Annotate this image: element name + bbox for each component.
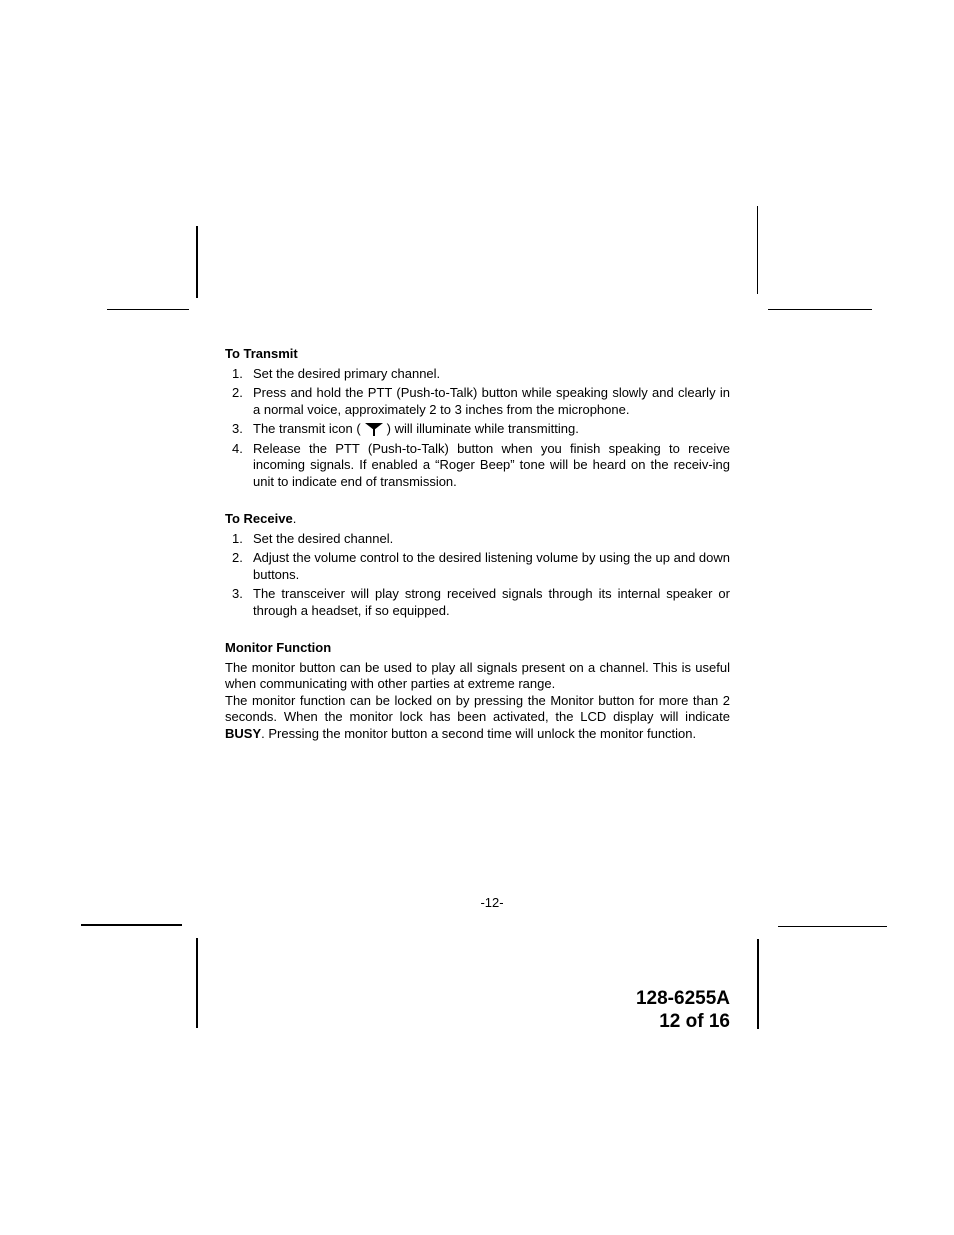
list-item: 2. Press and hold the PTT (Push-to-Talk) button while speaking slowly and clearly in a normal voice, approximately 2 to 3 inches from the microphone. — [232, 385, 730, 417]
list-item: 2. Adjust the volume control to the desired listening volume by using the up and down buttons. — [232, 550, 730, 582]
monitor-paragraph-2: The monitor function can be locked on by pressing the Monitor button for more than 2 seconds. When the monitor lock has been activated, the LCD display will indicate BUSY. Pressing the monitor button a second time will unlock the monitor function. — [225, 692, 730, 741]
list-item: 3. The transceiver will play strong received signals through its internal speaker or through a headset, if so equipped. — [232, 586, 730, 618]
document-id — [636, 987, 730, 1033]
transmit-icon — [363, 422, 385, 436]
list-item: 1. Set the desired channel. — [232, 530, 394, 546]
list-item: 3. The transmit icon ( ) will illuminate while transmitting. — [232, 421, 579, 436]
crop-mark-top-right-vertical — [757, 206, 758, 294]
transmit-steps — [225, 366, 730, 491]
page-of-count: 12 of 16 — [659, 1011, 730, 1032]
list-item: 1. Set the desired primary channel. — [232, 365, 441, 381]
crop-mark-bottom-right-horizontal — [778, 926, 887, 927]
page-content — [225, 346, 730, 742]
monitor-paragraph-1: The monitor button can be used to play all signals present on a channel. This is useful when communicating with other parties at extreme range. — [225, 659, 730, 691]
receive-heading: To Receive. — [225, 511, 297, 526]
transmit-heading: To Transmit — [225, 346, 298, 361]
crop-mark-bottom-left-horizontal — [81, 924, 182, 926]
page-number: -12- — [480, 895, 504, 910]
monitor-heading: Monitor Function — [225, 640, 332, 655]
document-number: 128-6255A — [635, 988, 730, 1009]
crop-mark-top-right-horizontal — [768, 309, 872, 310]
receive-steps — [225, 531, 730, 620]
crop-mark-top-left-horizontal — [107, 309, 189, 310]
crop-mark-bottom-left-vertical — [196, 938, 198, 1028]
crop-mark-bottom-right-vertical — [757, 939, 759, 1029]
crop-mark-top-left-vertical — [196, 226, 198, 298]
list-item: 4. Release the PTT (Push-to-Talk) button when you finish speaking to receive incoming signals. If enabled a “Roger Beep” tone will be heard on the receiv-ing unit to indicate end of transmission. — [232, 440, 730, 489]
